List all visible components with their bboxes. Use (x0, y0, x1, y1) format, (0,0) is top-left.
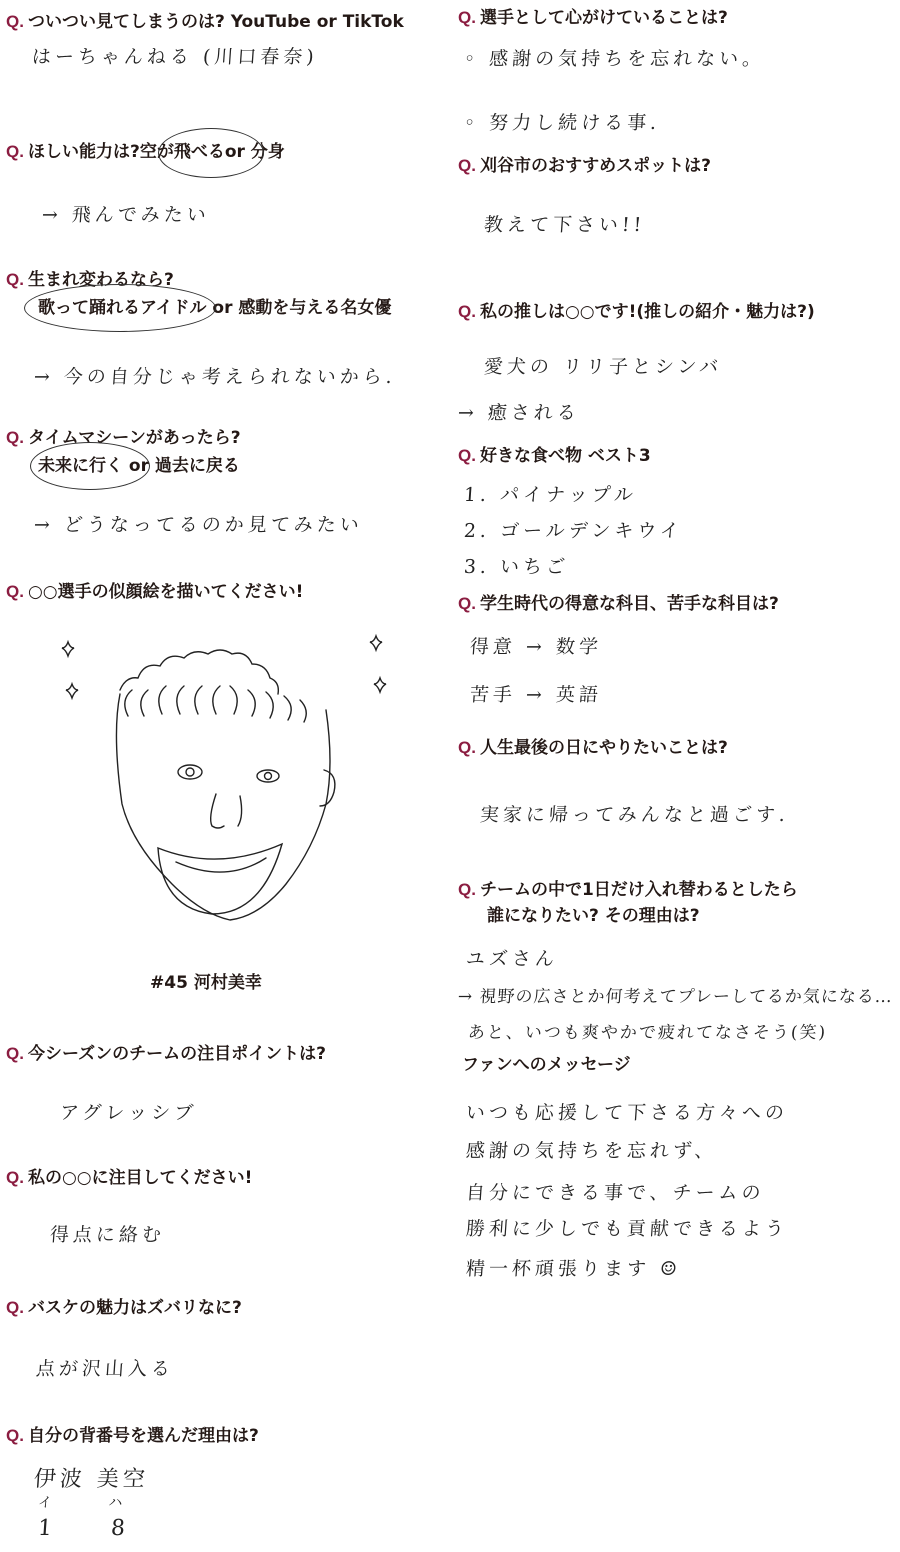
q-mark: Q. (458, 446, 476, 465)
answer-text: 点が沢山入る (35, 1358, 175, 1380)
question-jersey-number (6, 1424, 259, 1448)
question-text: ついつい見てしまうのは? YouTube or TikTok (27, 12, 404, 32)
fan-message-line: 精一杯頑張ります ☺ (465, 1258, 682, 1280)
selection-circle (158, 128, 264, 178)
question-text: チームの中で1日だけ入れ替わるとしたら (479, 880, 798, 900)
fan-message-line: 感謝の気持ちを忘れず、 (465, 1140, 719, 1162)
answer-text: → 癒される (457, 402, 581, 424)
portrait-drawing (40, 620, 400, 950)
question-text: 私の推しは○○です!(推しの紹介・魅力は?) (479, 302, 815, 322)
q-mark: Q. (458, 880, 476, 899)
q-mark: Q. (6, 270, 24, 289)
answer-text: 得点に絡む (49, 1224, 166, 1246)
q-mark: Q. (6, 142, 24, 161)
q-mark: Q. (6, 428, 24, 447)
question-text: 自分の背番号を選んだ理由は? (27, 1426, 259, 1446)
q-mark: Q. (458, 302, 476, 321)
question-last-day (458, 736, 728, 760)
sparkle-icon (66, 684, 78, 698)
q-mark: Q. (6, 12, 24, 31)
answer-name: 伊波 美空 (32, 1467, 150, 1492)
question-favorite (458, 300, 815, 324)
answer-text: 3. いちご (463, 556, 570, 578)
q-mark: Q. (6, 1298, 24, 1317)
q-mark: Q. (6, 582, 24, 601)
fan-message-heading: ファンへのメッセージ (462, 1055, 631, 1075)
answer-text: あと、いつも爽やかで疲れてなさそう(笑) (467, 1023, 828, 1043)
question-text: 人生最後の日にやりたいことは? (479, 738, 728, 758)
question-youtube-tiktok (6, 10, 404, 34)
answer-text: → どうなってるのか見てみたい (33, 514, 364, 536)
answer-text: ◦ 努力し続ける事. (463, 112, 661, 134)
answer-text: アグレッシブ (59, 1102, 198, 1124)
question-kariya-spot (458, 154, 711, 178)
question-swap (458, 878, 798, 902)
answer-number: 1 8 (37, 1516, 152, 1541)
answer-text: 1. パイナップル (463, 484, 638, 506)
answer-text: 得意 → 数学 (469, 636, 603, 658)
fan-message-line: 勝利に少しでも貢献できるよう (465, 1218, 789, 1240)
sparkle-icon (374, 678, 386, 692)
answer-text: 実家に帰ってみんなと過ごす. (479, 804, 790, 826)
question-options: 歌って踊れるアイドル or 感動を与える名女優 (38, 298, 392, 318)
selection-circle (24, 284, 216, 332)
question-text: バスケの魅力はズバリなに? (27, 1298, 242, 1318)
question-portrait (6, 580, 303, 604)
q-mark: Q. (6, 1168, 24, 1187)
q-mark: Q. (6, 1044, 24, 1063)
question-text: ○○選手の似顔絵を描いてください! (27, 582, 304, 602)
answer-text: はーちゃんねる (川口春奈) (31, 46, 319, 68)
question-season-point (6, 1042, 326, 1066)
question-favorite-food (458, 444, 651, 468)
question-basketball-appeal (6, 1296, 242, 1320)
answer-text: 苦手 → 英語 (469, 684, 603, 706)
answer-text: → 視野の広さとか何考えてプレーしてるか気になる… (457, 987, 894, 1007)
fan-message-line: いつも応援して下さる方々への (465, 1102, 789, 1124)
question-text: 学生時代の得意な科目、苦手な科目は? (479, 594, 779, 614)
selection-circle (30, 442, 150, 490)
answer-text: → 飛んでみたい (41, 204, 211, 226)
question-text: 生まれ変わるなら? (27, 270, 174, 290)
answer-text: 2. ゴールデンキウイ (463, 520, 684, 542)
answer-text: 愛犬の リリ子とシンバ (483, 356, 723, 378)
question-focus (6, 1166, 252, 1190)
answer-text: ユズさん (465, 948, 559, 970)
q-mark: Q. (458, 594, 476, 613)
question-text: ほしい能力は?空が飛べるor 分身 (27, 142, 285, 162)
question-text: 好きな食べ物 ベスト3 (479, 446, 651, 466)
question-text-line2: 誰になりたい? その理由は? (487, 906, 700, 926)
portrait-caption: #45 河村美幸 (150, 973, 262, 993)
question-text: 今シーズンのチームの注目ポイントは? (27, 1044, 326, 1064)
question-text: タイムマシーンがあったら? (27, 428, 241, 448)
fan-message-line: 自分にできる事で、チームの (465, 1182, 766, 1204)
sparkle-icon (62, 642, 74, 656)
answer-text: → 今の自分じゃ考えられないから. (33, 366, 397, 388)
answer-text: ◦ 感謝の気持ちを忘れない。 (463, 48, 766, 70)
question-school-subject (458, 592, 779, 616)
sparkle-icon (370, 636, 382, 650)
q-mark: Q. (458, 8, 476, 27)
answer-text: 教えて下さい!! (483, 214, 646, 236)
q-mark: Q. (6, 1426, 24, 1445)
question-mindset (458, 6, 728, 30)
question-text: 刈谷市のおすすめスポットは? (479, 156, 711, 176)
question-text: 選手として心がけていることは? (479, 8, 728, 28)
question-options: 未来に行く or 過去に戻る (38, 456, 240, 476)
question-text: 私の○○に注目してください! (27, 1168, 253, 1188)
q-mark: Q. (458, 738, 476, 757)
q-mark: Q. (458, 156, 476, 175)
answer-reading: イ ハ (37, 1495, 149, 1511)
